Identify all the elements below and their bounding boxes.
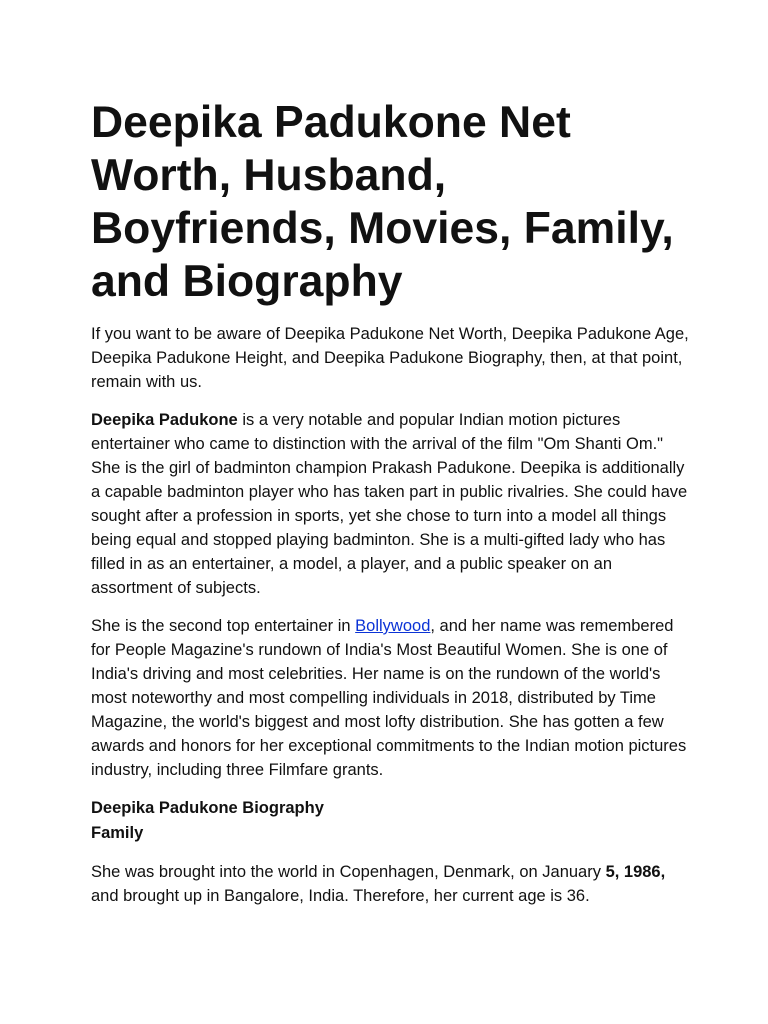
section-heading: Deepika Padukone Biography (91, 799, 324, 817)
subsection-heading: Family (91, 824, 144, 842)
intro-paragraph: If you want to be aware of Deepika Padukone Net Worth, Deepika Padukone Age, Deepika Padukone Height, and Deepika Padukone Biography, then, at that point, remain with us. (91, 325, 689, 391)
article-title: Deepika Padukone Net Worth, Husband, Boyfriends, Movies, Family, and Biography (91, 98, 674, 306)
bio-paragraph-text: is a very notable and popular Indian motion pictures entertainer who came to distinction with the arrival of the film "Om Shanti Om." She is the girl of badminton champion Prakash Padukone. Deepika is additionally a capable badminton player who has taken part in public rivalries. She could have sought after a profession in sports, yet she chose to turn into a model all things being equal and stopped playing badminton. She is a multi-gifted lady who has filled in as an entertainer, a model, a player, and a public speaker on an assortment of subjects. (91, 411, 688, 597)
bio-paragraph (91, 408, 691, 600)
family-text-after-date: and brought up in Bangalore, India. Therefore, her current age is 36. (91, 887, 590, 905)
article (91, 96, 691, 922)
career-text-before-link: She is the second top entertainer in (91, 617, 356, 635)
bollywood-link[interactable]: Bollywood (355, 617, 431, 635)
biography-heading-block (91, 796, 691, 846)
bold-name: Deepika Padukone (91, 411, 238, 429)
birth-date: 5, 1986, (605, 863, 666, 881)
career-text-after-link: , and her name was remembered for People Magazine's rundown of India's Most Beautiful Women. She is one of India's driving and most celebrities. Her name is on the rundown of the world's most noteworthy and most compelling individuals in 2018, distributed by Time Magazine, the world's biggest and most lofty distribution. She has gotten a few awards and honors for her exceptional commitments to the Indian motion pictures industry, including three Filmfare grants. (91, 617, 687, 779)
family-text-before-date: She was brought into the world in Copenhagen, Denmark, on January (91, 863, 606, 881)
family-paragraph (91, 860, 691, 908)
career-paragraph (91, 614, 691, 782)
